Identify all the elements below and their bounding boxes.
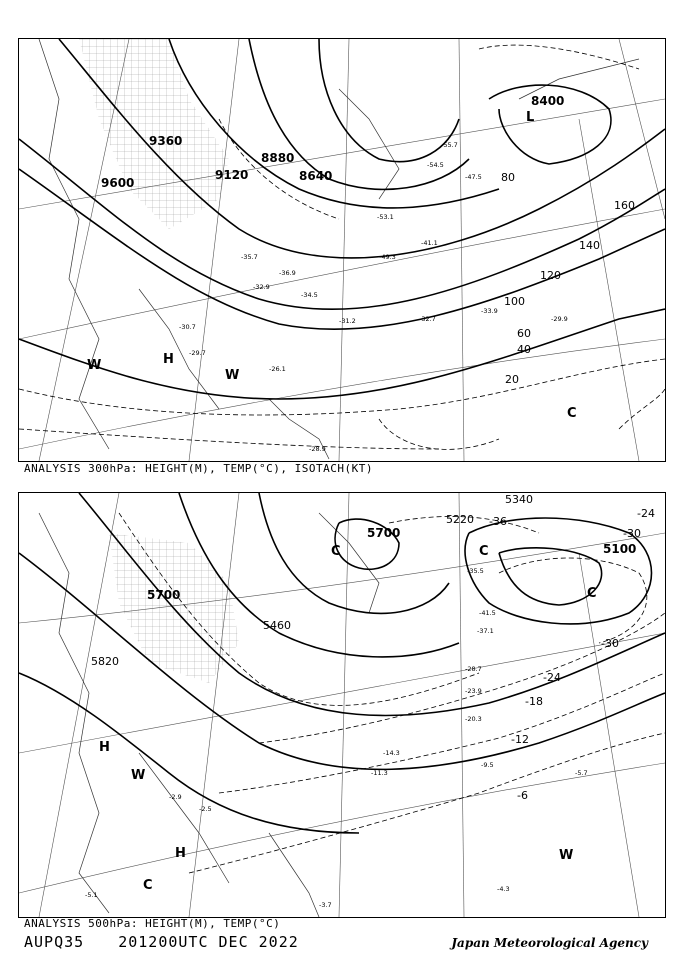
height-label: 5340 bbox=[505, 493, 533, 506]
map-500hpa-canvas bbox=[19, 493, 665, 917]
height-label: 9120 bbox=[215, 168, 249, 182]
caption-500hpa: ANALYSIS 500hPa: HEIGHT(M), TEMP(°C) bbox=[24, 917, 281, 930]
temp-sample: -20.3 bbox=[465, 715, 482, 723]
warm-symbol: W bbox=[131, 768, 146, 783]
height-label: 8400 bbox=[531, 94, 565, 108]
warm-symbol: W bbox=[225, 368, 240, 383]
warm-symbol: W bbox=[559, 848, 574, 863]
height-label: 5700 bbox=[367, 526, 401, 540]
temp-contour-label: -36 bbox=[489, 515, 507, 528]
map-300hpa-canvas bbox=[19, 39, 665, 461]
temp-sample: -2.9 bbox=[169, 793, 182, 801]
chart-code: AUPQ35 bbox=[24, 933, 85, 951]
low-pressure-symbol: L bbox=[526, 110, 535, 125]
temp-sample: -33.9 bbox=[481, 307, 498, 315]
temp-sample: -41.1 bbox=[421, 239, 438, 247]
height-label: 5700 bbox=[147, 588, 181, 602]
height-label: 5220 bbox=[446, 513, 474, 526]
temp-sample: -28.9 bbox=[309, 445, 326, 453]
chart-time: 201200UTC DEC 2022 bbox=[118, 933, 299, 951]
temp-sample: -55.7 bbox=[441, 141, 458, 149]
cold-symbol: C bbox=[331, 544, 341, 559]
temp-sample: -9.5 bbox=[481, 761, 494, 769]
temp-sample: -28.7 bbox=[465, 665, 482, 673]
temp-sample: -29.9 bbox=[551, 315, 568, 323]
temp-sample: -30.7 bbox=[179, 323, 196, 331]
temp-sample: -49.3 bbox=[379, 253, 396, 261]
temp-sample: -53.1 bbox=[377, 213, 394, 221]
temp-contour-label: -12 bbox=[511, 733, 529, 746]
caption-300hpa: ANALYSIS 300hPa: HEIGHT(M), TEMP(°C), ISOTACH(KT) bbox=[24, 462, 374, 475]
temp-sample: -14.3 bbox=[383, 749, 400, 757]
temp-contour-label: -18 bbox=[525, 695, 543, 708]
temp-sample: -47.5 bbox=[465, 173, 482, 181]
temp-sample: -5.1 bbox=[85, 891, 98, 899]
chart-identifier bbox=[24, 933, 323, 951]
temp-sample: -32.7 bbox=[419, 315, 436, 323]
temp-sample: -5.7 bbox=[575, 769, 588, 777]
temp-sample: -4.3 bbox=[497, 885, 510, 893]
temp-contour-label: -24 bbox=[637, 507, 655, 520]
temp-sample: -11.3 bbox=[371, 769, 388, 777]
height-label: 8640 bbox=[299, 169, 333, 183]
high-pressure-symbol: H bbox=[99, 740, 110, 755]
temp-sample: -36.9 bbox=[279, 269, 296, 277]
isotach-label: 140 bbox=[579, 239, 600, 252]
height-label: 8880 bbox=[261, 151, 295, 165]
temp-sample: -34.5 bbox=[301, 291, 318, 299]
temp-sample: -26.1 bbox=[269, 365, 286, 373]
cold-symbol: C bbox=[587, 586, 597, 601]
isotach-label: 20 bbox=[505, 373, 519, 386]
height-label: 9600 bbox=[101, 176, 135, 190]
temp-sample: -54.5 bbox=[427, 161, 444, 169]
temp-sample: -32.9 bbox=[253, 283, 270, 291]
high-pressure-symbol: H bbox=[175, 846, 186, 861]
map-300hpa bbox=[18, 38, 666, 462]
isotach-label: 160 bbox=[614, 199, 635, 212]
temp-sample: -29.7 bbox=[189, 349, 206, 357]
temp-sample: -35.7 bbox=[241, 253, 258, 261]
cold-symbol: C bbox=[143, 878, 153, 893]
cold-symbol: C bbox=[479, 544, 489, 559]
height-label: 5100 bbox=[603, 542, 637, 556]
cold-symbol: C bbox=[567, 406, 577, 421]
temp-sample: -3.7 bbox=[319, 901, 332, 909]
temp-sample: -41.5 bbox=[479, 609, 496, 617]
height-label: 5820 bbox=[91, 655, 119, 668]
high-pressure-symbol: H bbox=[163, 352, 174, 367]
temp-sample: -31.2 bbox=[339, 317, 356, 325]
map-500hpa bbox=[18, 492, 666, 918]
temp-contour-label: -30 bbox=[601, 637, 619, 650]
height-label: 5460 bbox=[263, 619, 291, 632]
temp-sample: -23.9 bbox=[465, 687, 482, 695]
isotach-label: 100 bbox=[504, 295, 525, 308]
temp-sample: -37.1 bbox=[477, 627, 494, 635]
agency-name: Japan Meteorological Agency bbox=[451, 936, 648, 950]
height-label: 9360 bbox=[149, 134, 183, 148]
isotach-label: 60 bbox=[517, 327, 531, 340]
temp-contour-label: -30 bbox=[623, 527, 641, 540]
temp-contour-label: -6 bbox=[517, 789, 528, 802]
temp-sample: -35.5 bbox=[467, 567, 484, 575]
temp-sample: -2.5 bbox=[199, 805, 212, 813]
temp-contour-label: -24 bbox=[543, 671, 561, 684]
warm-symbol: W bbox=[87, 358, 102, 373]
isotach-label: 80 bbox=[501, 171, 515, 184]
isotach-label: 40 bbox=[517, 343, 531, 356]
isotach-label: 120 bbox=[540, 269, 561, 282]
